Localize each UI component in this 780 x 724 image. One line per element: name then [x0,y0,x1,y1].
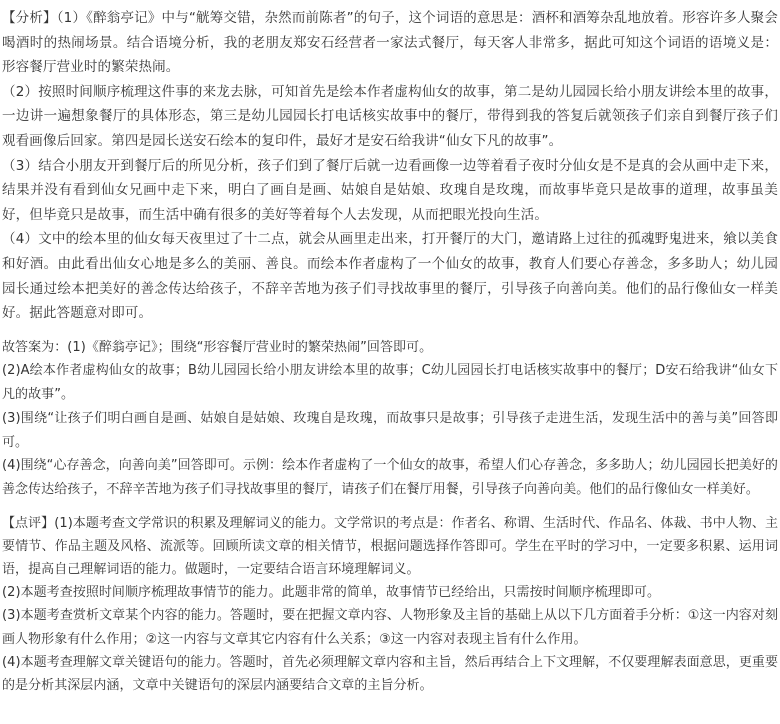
analysis-text-1: （1）《醉翁亭记》中与“觥筹交错，杂然而前陈者”的句子，这个词语的意思是：酒杯和酒筹杂乱地放着。形容许多人聚会喝酒时的热闹场景。结合语境分析，我的老朋友郑安石经营者一家法式餐厅，每天客人非常多，据此可知这个词语的语境义是：形容餐厅营业时的繁荣热闹。 [2,10,778,76]
comment-line-2: (2)本题考查按照时间顺序梳理故事情节的能力。此题非常的简单，故事情节已经给出，只需按时间顺序梳理即可。 [2,585,661,601]
answer-line-2: (2)A绘本作者虚构仙女的故事；B幼儿园园长给小朋友讲绘本里的故事；C幼儿园园长打电话核实故事中的餐厅；D安石给我讲“仙女下凡的故事”。 [2,363,778,403]
comment-line-3: (3)本题考查赏析文章某个内容的能力。答题时，要在把握文章内容、人物形象及主旨的基础上从以下几方面着手分析：①这一内容对刻画人物形象有什么作用；②这一内容与文章其它内容有什么关系；③这一内容对表现主旨有什么作用。 [2,608,778,647]
comment-tag: 【点评】 [2,515,55,531]
answer-line-4: (4)围绕“心存善念，向善向美”回答即可。示例：绘本作者虚构了一个仙女的故事，希望人们心存善念，多多助人；幼儿园园长把美好的善念传达给孩子，不辞辛苦地为孩子们寻找故事里的餐厅，请孩子们在餐厅用餐，引导孩子向善向美。他们的品行像仙女一样美好。 [2,458,778,497]
analysis-paragraph-1 [2,6,778,80]
analysis-paragraph-2: （2）按照时间顺序梳理这件事的来龙去脉，可知首先是绘本作者虚构仙女的故事，第二是幼儿园园长给小朋友讲绘本里的故事，一边讲一遍想象餐厅的具体形态，第三是幼儿园园长打电话核实故事中的餐厅，带得到我的答复后就领孩子们亲自到餐厅孩子们观看画像后回家。第四是园长送安石绘本的复印件，最好才是安石给我讲“仙女下凡的故事”。 [2,83,778,149]
comment-line-1 [2,512,778,582]
answer-section [2,336,778,502]
comment-line-4: (4)本题考查理解文章关键语句的能力。答题时，首先必须理解文章内容和主旨，然后再结合上下文理解，不仅要理解表面意思，更重要的是分析其深层内涵，文章中关键语句的深层内涵要结合文章的主旨分析。 [2,654,778,694]
analysis-section [2,6,778,326]
comment-section [2,512,778,698]
analysis-paragraph-3: （3）结合小朋友开到餐厅后的所见分析，孩子们到了餐厅后就一边看画像一边等着看子夜时分仙女是不是真的会从画中走下来，结果并没有看到仙女兄画中走下来，明白了画自是画、姑娘自是姑娘、玫瑰自是玫瑰，而故事毕竟只是故事的道理，故事虽美好，但毕竟只是故事，而生活中确有很多的美好等着每个人去发现，从而把眼光投向生活。 [2,157,778,223]
analysis-paragraph-4: （4）文中的绘本里的仙女每天夜里过了十二点，就会从画里走出来，打开餐厅的大门，邀请路上过往的孤魂野鬼进来，飨以美食和好酒。由此看出仙女心地是多么的美丽、善良。而绘本作者虚构了一个仙女的故事，教育人们要心存善念，多多助人；幼儿园园长通过绘本把美好的善念传达给孩子，不辞辛苦地为孩子们寻找故事里的餐厅，引导孩子向善向美。他们的品行像仙女一样美好。据此答题意对即可。 [2,231,778,322]
comment-text-1: (1)本题考查文学常识的积累及理解词义的能力。文学常识的考点是：作者名、称谓、生活时代、作品名、体裁、书中人物、主要情节、作品主题及风格、流派等。回顾所读文章的相关情节，根据问题选择作答即可。学生在平时的学习中，一定要多积累、运用词语，提高自己理解词语的能力。做题时，一定要结合语言环境理解词义。 [2,515,779,578]
analysis-tag: 【分析】 [2,10,57,26]
answer-line-1: 故答案为：(1)《醉翁亭记》；围绕“形容餐厅营业时的繁荣热闹”回答即可。 [2,339,433,355]
answer-line-3: (3)围绕“让孩子们明白画自是画、姑娘自是姑娘、玫瑰自是玫瑰，而故事只是故事；引导孩子走进生活，发现生活中的善与美”回答即可。 [2,410,778,450]
